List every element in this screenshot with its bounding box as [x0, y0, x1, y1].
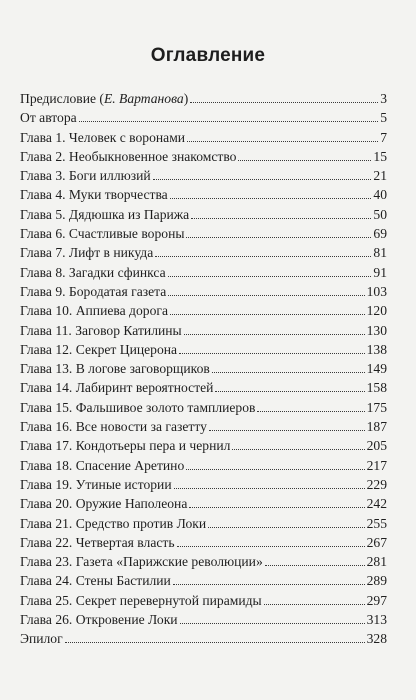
toc-entry: [20, 128, 387, 147]
dot-leader: [191, 218, 371, 219]
dot-leader: [179, 353, 365, 354]
toc-entry-page: 205: [366, 438, 387, 454]
toc-entry-label: Глава 26. Откровение Локи: [20, 612, 178, 628]
toc-entry-label: Глава 23. Газета «Парижские революции»: [20, 554, 263, 570]
toc-entry-label: Глава 10. Аппиева дорога: [20, 303, 168, 319]
toc-entry: [20, 359, 387, 378]
toc-entry-page: 138: [366, 341, 387, 357]
toc-entry-page: 267: [366, 534, 387, 550]
toc-entry-page: 40: [373, 187, 387, 203]
dot-leader: [168, 276, 372, 277]
toc-entry-page: 175: [366, 399, 387, 415]
toc-entry-page: 3: [380, 91, 387, 106]
toc-entry: [20, 166, 387, 185]
toc-entry-label: Глава 3. Боги иллюзий: [20, 168, 151, 184]
toc-entry-preface: [20, 89, 387, 108]
toc-entry-page: 15: [373, 148, 387, 164]
toc-entry-label: Глава 1. Человек с воронами: [20, 129, 186, 145]
dot-leader: [184, 334, 365, 335]
toc-entry-page: 50: [373, 206, 387, 222]
toc-entry-page: 149: [366, 361, 387, 377]
toc-entry-page: 242: [366, 496, 387, 512]
toc-entry: [20, 436, 387, 455]
page-title: Оглавление: [150, 45, 266, 66]
toc-entry: [20, 398, 387, 417]
preface-author: Е. Вартанова: [103, 91, 184, 106]
toc-entry: [20, 224, 387, 243]
toc-entry-label: [20, 89, 188, 108]
toc-entry-label: Глава 6. Счастливые вороны: [20, 226, 185, 242]
toc-entry: [20, 243, 387, 262]
dot-leader: [238, 160, 371, 161]
dot-leader: [79, 121, 379, 122]
toc-entry-label: Глава 19. Утиные истории: [20, 476, 172, 492]
dot-leader: [168, 295, 364, 296]
toc-entry-label: Глава 15. Фальшивое золото тамплиеров: [20, 399, 256, 415]
dot-leader: [170, 314, 365, 315]
toc-entry-label: Глава 5. Дядюшка из Парижа: [20, 206, 190, 222]
toc-entry-page: 297: [366, 592, 387, 608]
dot-leader: [153, 179, 372, 180]
dot-leader: [257, 411, 364, 412]
dot-leader: [155, 256, 371, 257]
toc-entry-label: Глава 22. Четвертая власть: [20, 534, 175, 550]
toc-entry: [20, 475, 387, 494]
toc-entry-page: 281: [366, 554, 387, 570]
toc-entry-page: 158: [366, 380, 387, 396]
toc-entry-label: Глава 16. Все новости за газетту: [20, 419, 207, 435]
toc-entry-page: 255: [366, 515, 387, 531]
toc-entry-page: 69: [373, 226, 387, 242]
toc-entry: [20, 552, 387, 571]
toc-entry-label: Глава 17. Кондотьеры пера и чернил: [20, 438, 231, 454]
dot-leader: [180, 623, 365, 624]
dot-leader: [189, 507, 364, 508]
dot-leader: [208, 527, 364, 528]
toc-entry: [20, 205, 387, 224]
toc-entry-page: 217: [366, 457, 387, 473]
toc-entry-label: Глава 21. Средство против Локи: [20, 515, 207, 531]
toc-entry-page: 21: [373, 168, 387, 184]
toc-entry-page: 187: [366, 419, 387, 435]
toc-entry: [20, 185, 387, 204]
toc-entry-label: Глава 4. Муки творчества: [20, 187, 168, 203]
toc-entry-label: Глава 20. Оружие Наполеона: [20, 496, 188, 512]
toc-entry: [20, 610, 387, 629]
toc-entry: [20, 629, 387, 648]
toc-entry: [20, 591, 387, 610]
dot-leader: [187, 141, 378, 142]
toc-entry-page: 81: [373, 245, 387, 261]
preface-prefix: Предисловие (: [20, 91, 104, 106]
toc-entry: [20, 108, 387, 127]
toc-entry: [20, 533, 387, 552]
toc-entry: [20, 263, 387, 282]
toc-entry-label: Глава 11. Заговор Катилины: [20, 322, 182, 338]
dot-leader: [209, 430, 365, 431]
toc-entry-page: 313: [366, 612, 387, 628]
toc-entry: [20, 456, 387, 475]
dot-leader: [190, 102, 378, 103]
toc-entry-page: 289: [366, 573, 387, 589]
dot-leader: [65, 642, 365, 643]
toc-entry-page: 130: [366, 322, 387, 338]
toc-entry-label: Глава 25. Секрет перевернутой пирамиды: [20, 592, 262, 608]
toc-entry-label: Глава 8. Загадки сфинкса: [20, 264, 166, 280]
toc-entry: [20, 417, 387, 436]
toc-entry-label: От автора: [20, 110, 77, 126]
toc-entry-label: Глава 13. В логове заговорщиков: [20, 361, 210, 377]
dot-leader: [174, 488, 365, 489]
toc-entry-page: 5: [380, 110, 387, 126]
toc-entry: [20, 301, 387, 320]
toc-entry: [20, 321, 387, 340]
preface-suffix: ): [183, 91, 189, 106]
dot-leader: [170, 198, 372, 199]
toc-entry: [20, 378, 387, 397]
toc-entry-label: Глава 7. Лифт в никуда: [20, 245, 154, 261]
toc-entry-page: 103: [366, 283, 387, 299]
dot-leader: [215, 391, 364, 392]
dot-leader: [212, 372, 365, 373]
table-of-contents: [20, 89, 387, 649]
dot-leader: [186, 237, 371, 238]
dot-leader: [177, 546, 365, 547]
dot-leader: [173, 584, 365, 585]
toc-entry: [20, 571, 387, 590]
toc-entry: [20, 147, 387, 166]
toc-entry-label: Глава 12. Секрет Цицерона: [20, 341, 178, 357]
toc-entry: [20, 514, 387, 533]
dot-leader: [264, 604, 365, 605]
toc-entry: [20, 494, 387, 513]
toc-entry-page: 328: [366, 631, 387, 647]
toc-entry-page: 91: [373, 264, 387, 280]
toc-entry: [20, 340, 387, 359]
toc-entry-page: 7: [380, 129, 387, 145]
dot-leader: [186, 469, 364, 470]
dot-leader: [265, 565, 365, 566]
toc-entry-label: Глава 2. Необыкновенное знакомство: [20, 148, 237, 164]
toc-entry-page: 229: [366, 476, 387, 492]
toc-entry-label: Эпилог: [20, 631, 63, 647]
toc-entry-label: Глава 18. Спасение Аретино: [20, 457, 185, 473]
toc-entry-label: Глава 24. Стены Бастилии: [20, 573, 171, 589]
toc-entry-label: Глава 14. Лабиринт вероятностей: [20, 380, 214, 396]
toc-entry: [20, 282, 387, 301]
toc-entry-label: Глава 9. Бородатая газета: [20, 283, 167, 299]
dot-leader: [232, 449, 364, 450]
toc-entry-page: 120: [366, 303, 387, 319]
